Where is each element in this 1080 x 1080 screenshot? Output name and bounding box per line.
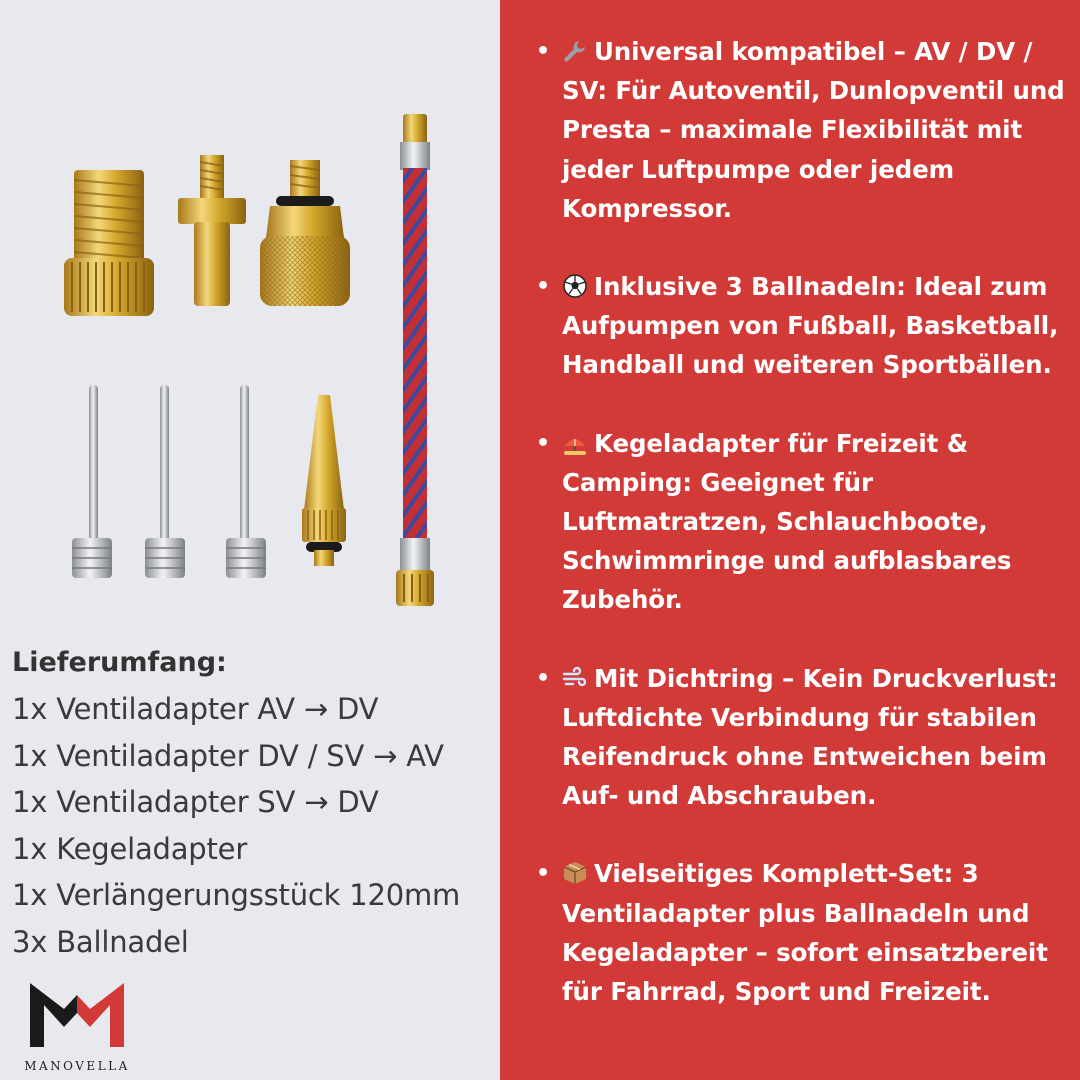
product-photo [0, 0, 500, 640]
beach-umbrella-icon [562, 430, 588, 456]
feature-item [532, 32, 1072, 228]
ball-needle [145, 385, 185, 578]
feature-text: Kegeladapter für Freizeit & Camping: Geeignet für Luftmatratzen, Schlauchboote, Schwimmringe und aufblasbares Zubehör. [562, 428, 1012, 615]
feature-text: Universal kompatibel – AV / DV / SV: Für Autoventil, Dunlopventil und Presta – maximale Flexibilität mit jeder Luftpumpe oder jedem Kompressor. [562, 37, 1065, 223]
left-panel [0, 0, 500, 1080]
feature-list [532, 32, 1072, 1050]
contents-item: 1x Ventiladapter SV → DV [12, 785, 379, 819]
feature-item [532, 267, 1072, 385]
extension-hose [396, 114, 434, 606]
feature-text: Inklusive 3 Ballnadeln: Ideal zum Aufpumpen von Fußball, Basketball, Handball und weiteren Sportbällen. [562, 272, 1059, 380]
brand-logo [22, 975, 132, 1075]
contents-title: Lieferumfang: [12, 647, 227, 678]
dash-air-icon [562, 665, 588, 691]
ball-needle [72, 385, 112, 578]
soccer-ball-icon [562, 273, 588, 299]
bullet-icon: • [536, 430, 550, 456]
contents-item: 1x Ventiladapter DV / SV → AV [12, 738, 444, 773]
bullet-icon: • [536, 861, 550, 887]
contents-list [12, 640, 500, 965]
feature-item [532, 854, 1072, 1011]
cone-adapter [302, 395, 346, 566]
bullet-icon: • [536, 274, 550, 300]
package-icon [562, 860, 588, 886]
bullet-icon: • [536, 665, 550, 691]
bullet-icon: • [536, 39, 550, 64]
brand-logo-mark [22, 975, 132, 1055]
feature-text: Mit Dichtring – Kein Druckverlust: Luftdichte Verbindung für stabilen Reifendruck ohne Entweichen beim Auf- und Abschrauben. [562, 663, 1058, 811]
feature-item [532, 659, 1072, 816]
ball-needle [226, 385, 266, 578]
contents-item: 1x Kegeladapter [12, 831, 248, 866]
valve-adapter-dv-sv-av [178, 155, 246, 306]
feature-item [532, 424, 1072, 620]
contents-item: 3x Ballnadel [12, 924, 189, 959]
valve-adapter-sv-dv [260, 160, 350, 306]
contents-item: 1x Verlängerungsstück 120mm [12, 878, 461, 912]
brand-name: MANOVELLA [24, 1059, 130, 1073]
feature-text: Vielseitiges Komplett-Set: 3 Ventiladapter plus Ballnadeln und Kegeladapter – sofort einsatzbereit für Fahrrad, Sport und Freizeit. [562, 859, 1048, 1007]
valve-adapter-av-dv [64, 170, 154, 316]
contents-item: 1x Ventiladapter AV → DV [12, 692, 379, 726]
wrench-icon [562, 38, 588, 64]
